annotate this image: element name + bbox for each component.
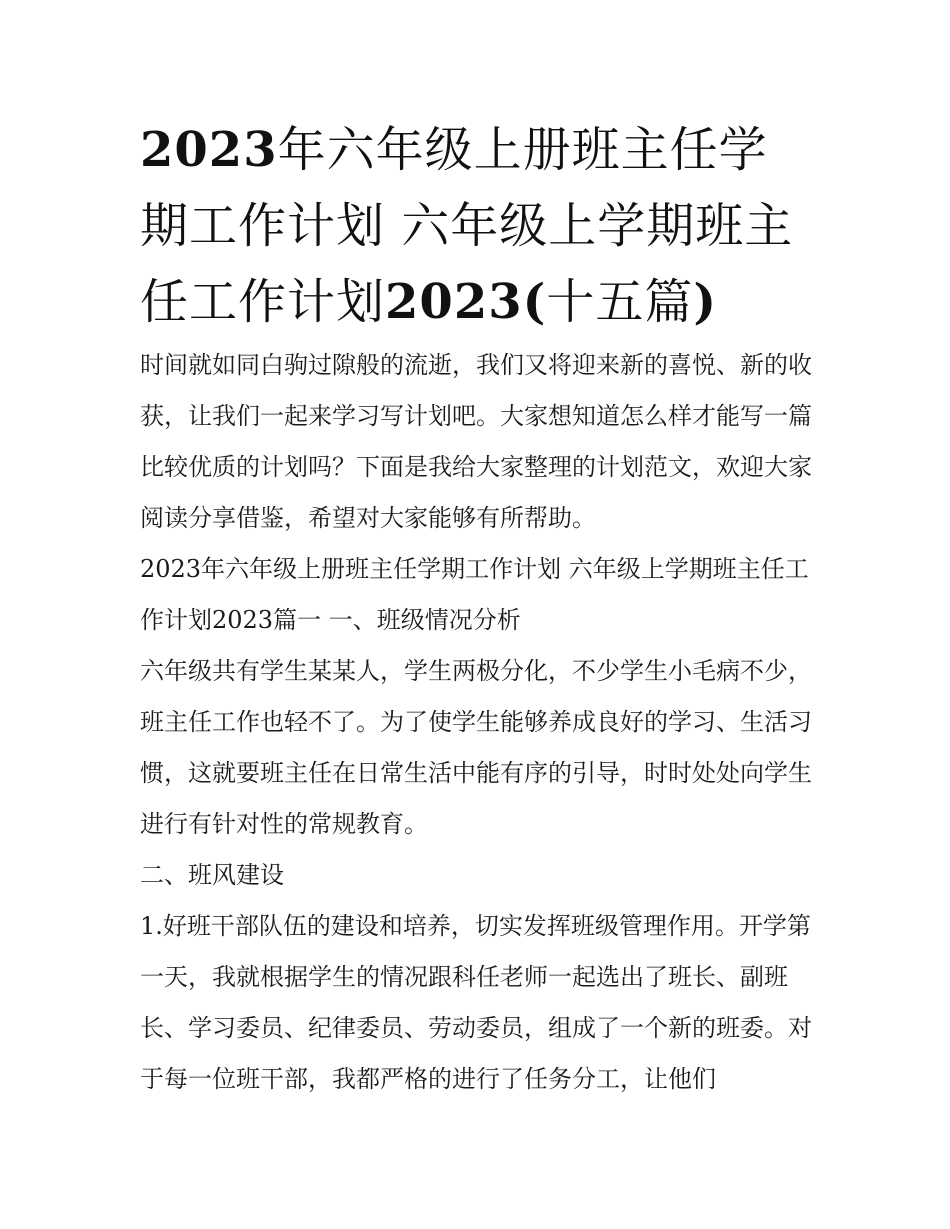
title-count: 十五篇 bbox=[546, 274, 694, 330]
intro-paragraph: 时间就如同白驹过隙般的流逝，我们又将迎来新的喜悦、新的收获，让我们一起来学习写计划吧。大家想知道怎么样才能写一篇比较优质的计划吗？下面是我给大家整理的计划范文，欢迎大家阅读分享借鉴，希望对大家能够有所帮助。 bbox=[140, 351, 812, 532]
document-title bbox=[140, 112, 812, 340]
title-year-second: 2023( bbox=[385, 274, 547, 330]
section-two-heading: 二、班风建设 bbox=[140, 861, 284, 889]
title-close-paren: ) bbox=[693, 274, 718, 330]
class-cadre-paragraph: 1.好班干部队伍的建设和培养，切实发挥班级管理作用。开学第一天，我就根据学生的情况跟科任老师一起选出了班长、副班长、学习委员、纪律委员、劳动委员，组成了一个新的班委。对于每一位班干部，我都严格的进行了任务分工，让他们 bbox=[140, 912, 812, 1093]
title-year: 2023 bbox=[140, 122, 278, 178]
title-text-main: 年六年级上册班主任学期工作计划 六年级上学期班主任工作计划 bbox=[140, 122, 794, 330]
section-heading-paragraph: 2023年六年级上册班主任学期工作计划 六年级上学期班主任工作计划2023篇一 一、班级情况分析 bbox=[140, 555, 809, 634]
class-analysis-paragraph: 六年级共有学生某某人，学生两极分化，不少学生小毛病不少，班主任工作也轻不了。为了使学生能够养成良好的学习、生活习惯，这就要班主任在日常生活中能有序的引导，时时处处向学生进行有针对性的常规教育。 bbox=[140, 657, 812, 838]
document-body bbox=[140, 112, 812, 1105]
